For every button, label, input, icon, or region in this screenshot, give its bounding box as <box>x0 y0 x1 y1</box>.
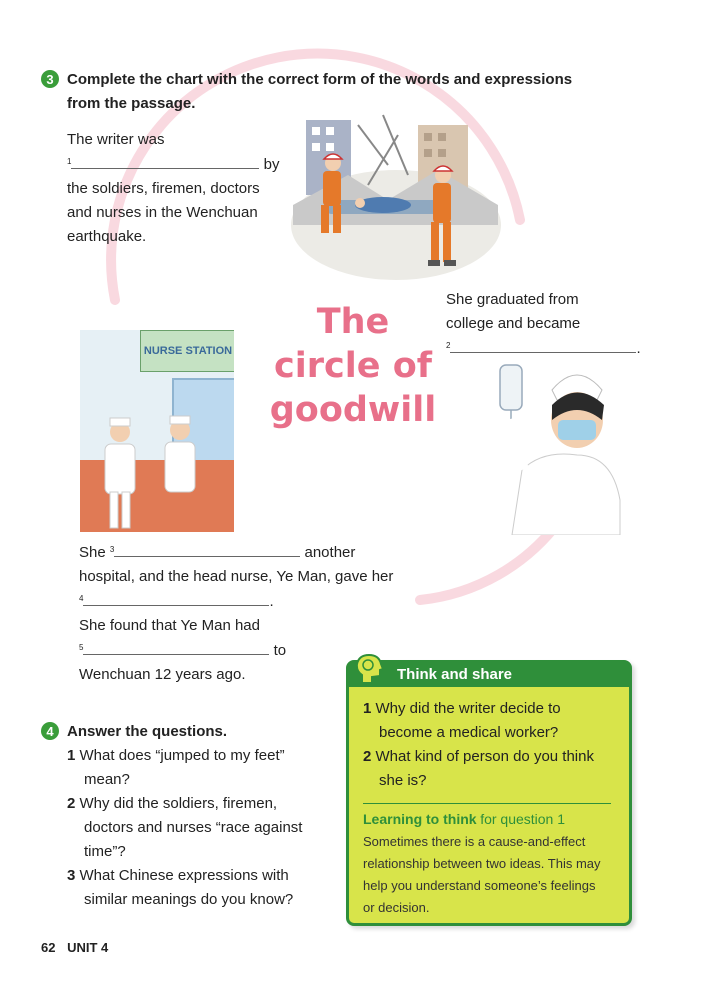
title-line2: circle of <box>274 346 432 386</box>
q3-line2: similar meanings do you know? <box>84 891 294 908</box>
q3 <box>67 864 327 888</box>
nurse-station-illustration <box>80 330 234 532</box>
q1-line1: What does “jumped to my feet” <box>79 747 285 764</box>
block2-line2: college and became <box>446 315 581 332</box>
earthquake-rescue-illustration <box>288 105 503 280</box>
q2-line1: Why did the soldiers, firemen, <box>79 795 278 812</box>
ltt-line3: help you understand someone’s feelings <box>363 878 596 893</box>
circle-of-goodwill-title <box>268 300 438 432</box>
section-4-heading: Answer the questions. <box>67 723 228 740</box>
block3-line2: hospital, and the head nurse, Ye Man, gave her <box>79 568 394 585</box>
blank-4[interactable] <box>83 589 269 606</box>
unit-label: UNIT 4 <box>67 940 109 955</box>
blank4-number: 4 <box>79 594 84 603</box>
ltt-line2: relationship between two ideas. This may <box>363 856 601 871</box>
think-divider <box>363 803 611 804</box>
think-q2-line1: What kind of person do you think <box>375 748 594 765</box>
q2-line2: doctors and nurses “race against <box>84 819 303 836</box>
blank1-number: 1 <box>67 157 72 166</box>
page-footer <box>41 940 108 955</box>
blank-1[interactable] <box>71 152 259 169</box>
block3-another: another <box>304 544 356 561</box>
ltt-line1: Sometimes there is a cause-and-effect <box>363 834 586 849</box>
nurses-icon <box>90 400 210 530</box>
q1-number: 1 <box>67 747 76 764</box>
thinking-head-icon <box>354 653 384 685</box>
nurse-station-sign: NURSE STATION <box>140 330 234 372</box>
blank3-number: 3 <box>109 545 115 554</box>
block3-line4: She found that Ye Man had <box>79 617 260 634</box>
title-line3: goodwill <box>269 390 437 430</box>
block2-line3 <box>446 336 646 361</box>
block3-period: . <box>269 593 274 610</box>
block3-she: She <box>79 544 106 561</box>
think-q2-number: 2 <box>363 748 372 765</box>
block3-line1 <box>79 540 419 565</box>
learning-to-think-sub: for question 1 <box>480 811 566 827</box>
block1-line4: and nurses in the Wenchuan <box>67 204 258 221</box>
section-3-heading-line2: from the passage. <box>67 95 196 112</box>
block3-to: to <box>273 642 287 659</box>
think-q2 <box>363 745 623 769</box>
blank-2[interactable] <box>450 336 636 353</box>
section-4-questions <box>67 744 327 912</box>
ltt-line4: or decision. <box>363 900 430 915</box>
block3-line6: Wenchuan 12 years ago. <box>79 666 246 683</box>
think-q1-line2: become a medical worker? <box>379 724 559 741</box>
q3-number: 3 <box>67 867 76 884</box>
blank5-number: 5 <box>79 643 84 652</box>
section-4-badge: 4 <box>41 722 59 740</box>
q3-line1: What Chinese expressions with <box>79 867 289 884</box>
block1-line3: the soldiers, firemen, doctors <box>67 180 260 197</box>
q2 <box>67 792 327 816</box>
block1-text <box>67 128 287 249</box>
block3-line3 <box>79 589 419 614</box>
think-q1-number: 1 <box>363 700 372 717</box>
block1-line5: earthquake. <box>67 228 147 245</box>
nurse-with-iv-illustration <box>492 360 622 535</box>
q2-number: 2 <box>67 795 76 812</box>
think-questions <box>363 697 623 793</box>
block2-text <box>446 288 646 361</box>
block2-period: . <box>636 340 641 357</box>
q2-line3: time”? <box>84 843 126 860</box>
think-and-share-box <box>346 660 632 926</box>
think-and-share-header <box>349 663 629 687</box>
section-3-heading-line1: Complete the chart with the correct form of the words and expressions <box>67 71 573 88</box>
learning-to-think <box>363 808 625 919</box>
title-line1: The <box>316 302 390 342</box>
q1 <box>67 744 327 768</box>
think-q2-line2: she is? <box>379 772 427 789</box>
section-3-badge: 3 <box>41 70 59 88</box>
block1-line2 <box>67 152 287 177</box>
think-and-share-title: Think and share <box>397 666 513 683</box>
page-number: 62 <box>41 940 56 955</box>
learning-to-think-heading <box>363 808 625 831</box>
think-q1 <box>363 697 623 721</box>
blank-5[interactable] <box>83 638 269 655</box>
block2-line1: She graduated from <box>446 291 579 308</box>
think-q1-line1: Why did the writer decide to <box>375 700 561 717</box>
block1-line1: The writer was <box>67 131 165 148</box>
blank-3[interactable] <box>114 540 300 557</box>
blank2-number: 2 <box>446 341 451 350</box>
block1-by: by <box>263 156 280 173</box>
learning-to-think-title: Learning to think <box>363 811 477 827</box>
q1-line2: mean? <box>84 771 130 788</box>
